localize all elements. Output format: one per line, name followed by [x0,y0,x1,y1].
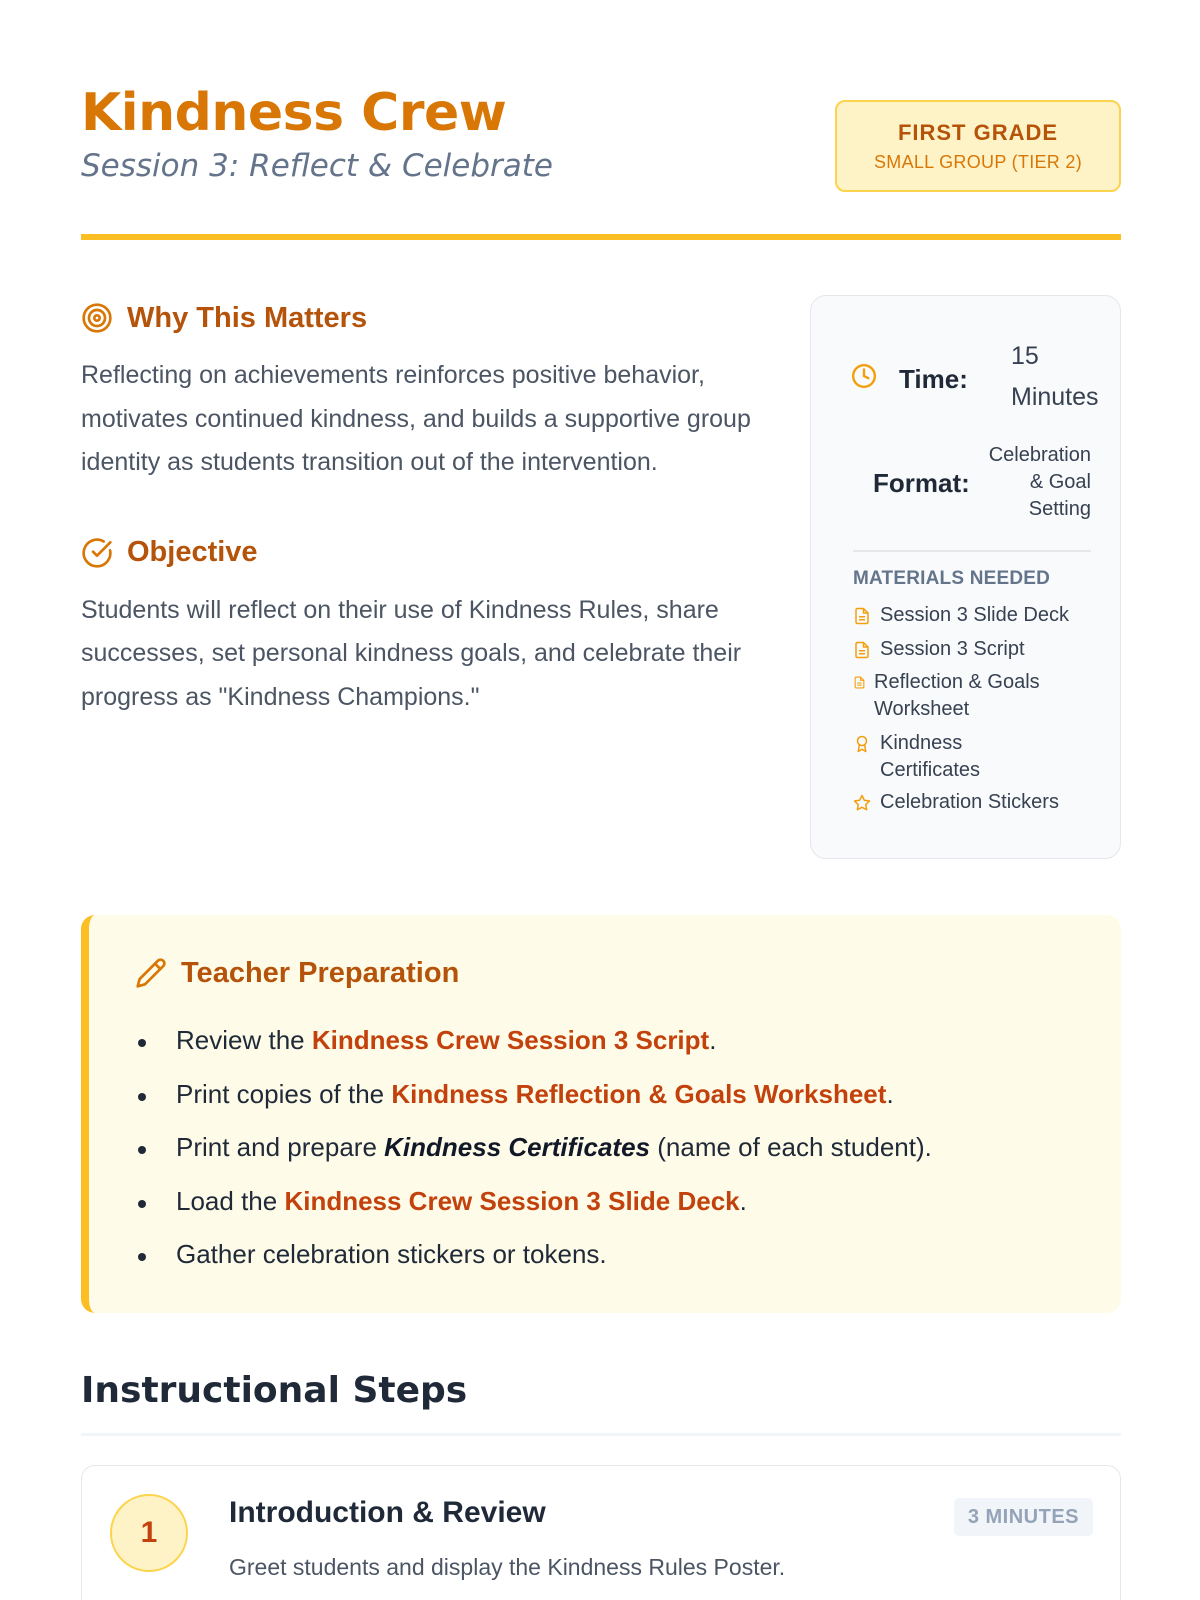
worksheet-link[interactable]: Kindness Reflection & Goals Worksheet [391,1078,887,1109]
grade-label: FIRST GRADE [897,120,1059,145]
check-circle-icon [81,537,113,569]
target-icon [81,302,113,334]
prep-text: (name of each student). [650,1132,932,1162]
file-icon [853,607,871,625]
prep-text: Print and prepare [176,1132,385,1162]
objective-heading-text: Objective [127,536,258,568]
time-row [851,336,1099,416]
time-value: 15 Minutes [1011,342,1099,411]
prep-item [135,1132,932,1186]
material-item [853,602,1093,629]
slide-deck-link[interactable]: Kindness Crew Session 3 Slide Deck [284,1185,740,1216]
file-icon [853,641,871,659]
teacher-preparation [81,915,1121,1313]
prep-item [135,1079,932,1133]
material-item [853,730,1013,784]
pencil-icon [135,957,167,989]
prep-text: . [739,1185,747,1216]
award-icon [853,735,871,753]
card-divider [853,550,1091,552]
prep-heading-text: Teacher Preparation [181,956,460,989]
overview-section [81,300,781,719]
grade-badge [835,100,1121,192]
group-label: SMALL GROUP (TIER 2) [873,152,1083,172]
page-header [81,82,1121,242]
step-number: 1 [110,1494,188,1572]
session-subtitle: Session 3: Reflect & Celebrate [81,148,553,184]
clock-icon [851,363,877,389]
prep-text: Review the [176,1025,312,1055]
steps-heading: Instructional Steps [81,1370,468,1411]
material-label: Session 3 Slide Deck [880,604,1069,626]
script-link[interactable]: Kindness Crew Session 3 Script [311,1025,710,1055]
material-label: Reflection & Goals Worksheet [874,671,1040,720]
prep-item [135,1186,932,1240]
prep-text: Load the [176,1185,285,1216]
objective-heading [81,535,781,571]
star-icon [853,794,871,812]
prep-item [135,1025,932,1079]
why-heading [81,300,781,336]
prep-heading [135,955,459,991]
prep-list [135,1025,932,1293]
prep-text: Gather celebration stickers or tokens. [176,1239,607,1269]
prep-text: . [886,1078,894,1109]
step-title: Introduction & Review [229,1496,546,1529]
step-card [81,1465,1121,1600]
prep-text: . [709,1025,717,1055]
material-item [853,669,1063,723]
steps-divider [81,1433,1121,1436]
certificates-emphasis: Kindness Certificates [384,1132,651,1162]
format-value: Celebration & Goal Setting [988,444,1091,520]
format-label: Format: [873,468,970,498]
page-title: Kindness Crew [81,83,507,143]
step-duration-badge: 3 MINUTES [954,1498,1093,1536]
header-divider [81,234,1121,240]
prep-item [135,1239,932,1293]
material-label: Session 3 Script [880,638,1025,660]
prep-text: Print copies of the [176,1078,392,1109]
why-heading-text: Why This Matters [127,301,368,334]
materials-heading: MATERIALS NEEDED [853,568,1051,589]
material-label: Celebration Stickers [880,791,1059,813]
file-icon [853,676,866,689]
step-description: Greet students and display the Kindness Rules Poster. [229,1554,786,1580]
material-label: Kindness Certificates [880,732,981,781]
why-text: Reflecting on achievements reinforces positive behavior, motivates continued kindness, and builds a supportive group identity as students transition out of the intervention. [81,361,751,476]
session-details-card [810,295,1121,859]
material-item [853,636,1093,663]
material-item [853,789,1103,816]
objective-text: Students will reflect on their use of Kindness Rules, share successes, set personal kindness goals, and celebrate their progress as "Kindness Champions." [81,595,742,711]
time-label: Time: [899,364,968,394]
